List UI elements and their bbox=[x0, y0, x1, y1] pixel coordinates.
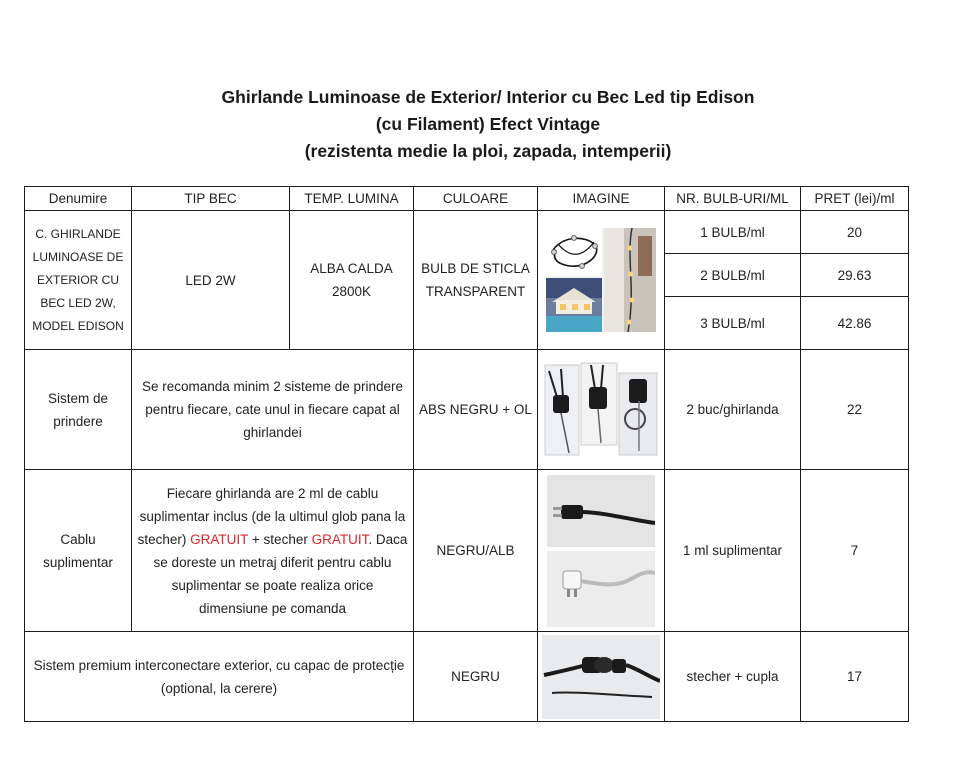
color-cell: BULB DE STICLA TRANSPARENT bbox=[414, 211, 538, 350]
quantity-cell: stecher + cupla bbox=[665, 632, 801, 722]
price-cell: 17 bbox=[801, 632, 909, 722]
product-name-cell: C. GHIRLANDE LUMINOASE DE EXTERIOR CU BEC LED 2W, MODEL EDISON bbox=[25, 211, 132, 350]
mounting-system-image bbox=[543, 361, 659, 459]
price-cell: 20 bbox=[801, 211, 909, 254]
interconnect-photo bbox=[542, 635, 660, 719]
description-text: Fiecare ghirlanda are 2 ml de cablu suplimentar inclus (de la ultimul glob pana la stecher) bbox=[137, 485, 406, 547]
document-title bbox=[0, 84, 976, 165]
price-cell: 7 bbox=[801, 470, 909, 632]
free-badge-text: GRATUIT bbox=[190, 531, 249, 547]
price-cell: 29.63 bbox=[801, 254, 909, 297]
image-cell bbox=[538, 350, 665, 470]
description-text: + stecher bbox=[248, 531, 312, 547]
image-cell bbox=[538, 470, 665, 632]
color-cell: ABS NEGRU + OL bbox=[414, 350, 538, 470]
table-row bbox=[25, 211, 909, 254]
color-cell: NEGRU/ALB bbox=[414, 470, 538, 632]
description-cell bbox=[25, 632, 414, 722]
product-name-cell: Cablu suplimentar bbox=[25, 470, 132, 632]
header-cell: NR. BULB-URI/ML bbox=[665, 187, 801, 211]
title-line-2: (cu Filament) Efect Vintage bbox=[375, 114, 601, 134]
header-cell: IMAGINE bbox=[538, 187, 665, 211]
bulbs-per-meter-cell: 1 BULB/ml bbox=[665, 211, 801, 254]
header-row bbox=[25, 187, 909, 211]
bulbs-per-meter-cell: 3 BULB/ml bbox=[665, 297, 801, 350]
description-text: Sistem premium interconectare exterior, cu capac de protecție bbox=[33, 657, 405, 673]
description-note: (optional, la cerere) bbox=[160, 680, 278, 696]
quantity-cell: 2 buc/ghirlanda bbox=[665, 350, 801, 470]
image-cell bbox=[538, 632, 665, 722]
header-cell: TEMP. LUMINA bbox=[290, 187, 414, 211]
title-line-1: Ghirlande Luminoase de Exterior/ Interior cu Bec Led tip Edison bbox=[221, 87, 755, 107]
table-row bbox=[25, 632, 909, 722]
garland-product-image bbox=[546, 228, 656, 332]
bulbs-per-meter-cell: 2 BULB/ml bbox=[665, 254, 801, 297]
header-cell: CULOARE bbox=[414, 187, 538, 211]
mounting-photo-collage bbox=[543, 361, 659, 459]
cable-image bbox=[547, 475, 655, 627]
table-row bbox=[25, 470, 909, 632]
interconnect-image bbox=[542, 635, 660, 719]
description-cell: Se recomanda minim 2 sisteme de prindere pentru fiecare, cate unul in fiecare capat al ghirlandei bbox=[132, 350, 414, 470]
price-table bbox=[24, 186, 909, 722]
price-cell: 42.86 bbox=[801, 297, 909, 350]
header-cell: Denumire bbox=[25, 187, 132, 211]
light-temp-cell: ALBA CALDA 2800K bbox=[290, 211, 414, 350]
description-cell bbox=[132, 470, 414, 632]
cable-photo-collage bbox=[547, 475, 655, 627]
title-line-3: (rezistenta medie la ploi, zapada, intemperii) bbox=[304, 141, 672, 161]
header-cell: PRET (lei)/ml bbox=[801, 187, 909, 211]
price-cell: 22 bbox=[801, 350, 909, 470]
free-badge-text: GRATUIT bbox=[311, 531, 369, 547]
quantity-cell: 1 ml suplimentar bbox=[665, 470, 801, 632]
color-cell: NEGRU bbox=[414, 632, 538, 722]
image-cell bbox=[538, 211, 665, 350]
header-cell: TIP BEC bbox=[132, 187, 290, 211]
product-name-cell: Sistem de prindere bbox=[25, 350, 132, 470]
garland-photo-collage bbox=[546, 228, 656, 332]
bulb-type-cell: LED 2W bbox=[132, 211, 290, 350]
table-row bbox=[25, 350, 909, 470]
description-text: . Daca se doreste un metraj diferit pentru cablu suplimentar se poate realiza orice dimensiune pe comanda bbox=[153, 531, 408, 616]
